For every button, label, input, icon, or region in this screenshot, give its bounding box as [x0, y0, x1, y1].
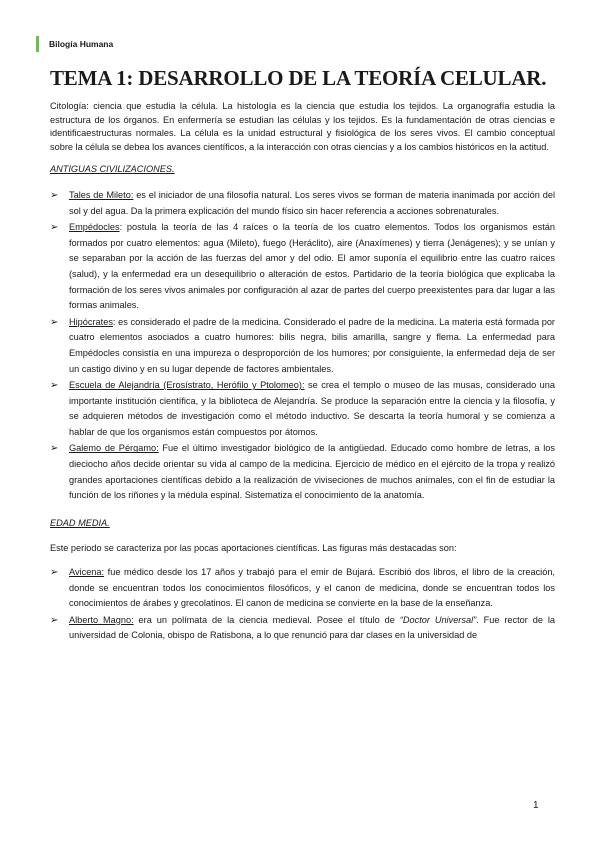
arrow-bullet-icon: ➢ [50, 614, 59, 626]
list-item [50, 613, 555, 644]
item-name: Avicena: [69, 567, 105, 578]
item-name: Galemo de Pérgamo: [69, 443, 159, 454]
document-header [36, 36, 113, 52]
section-heading-edad-media: EDAD MEDIA. [50, 517, 110, 528]
edad-media-intro: Este periodo se caracteriza por las pocas aportaciones científicas. Las figuras más destacadas son: [50, 543, 457, 554]
arrow-bullet-icon: ➢ [50, 316, 59, 328]
item-text: fue médico desde los 17 años y trabajó para el emir de Bujará. Escribió dos libros, el libro de la creación, donde se encuentran todos los conocimientos filosóficos, y el canon de medicina, donde se encuentran todos los conocimientos de árabes y grecolatinos. El canon de medicina se convierte en la base de la enseñanza. [69, 567, 555, 609]
item-name: Hipócrates [69, 316, 113, 327]
list-item [50, 565, 555, 612]
item-quote: “Doctor Universal” [399, 614, 477, 625]
edad-media-list [50, 565, 555, 644]
item-name: Alberto Magno: [69, 614, 134, 625]
item-text: : es considerado el padre de la medicina. Considerado el padre de la medicina. La materia está formada por cuatro elementos asociados a cuatro humores: bilis negra, bilis amarilla, sangre y flema. La enfermedad para Empédocles consistía en una impureza o desproporción de los humores; por consiguiente, la enfermedad deja de ser un castigo divino y en su lugar depende de factores ambientales. [69, 316, 555, 374]
arrow-bullet-icon: ➢ [50, 567, 59, 579]
list-item [50, 188, 555, 219]
arrow-bullet-icon: ➢ [50, 222, 59, 234]
list-item [50, 378, 555, 440]
section-heading-antiguas: ANTIGUAS CIVILIZACIONES. [50, 164, 175, 175]
item-name: Tales de Mileto: [69, 189, 134, 200]
item-name: Escuela de Alejandría (Erosístrato, Herófilo y Ptolomeo): [69, 380, 305, 391]
list-item [50, 315, 555, 377]
antiguas-list [50, 188, 555, 504]
item-text: es el iniciador de una filosofía natural. Los seres vivos se forman de materia inanimada por acción del sol y del agua. Da la primera explicación del mundo físico sin hacer referencia a acciones sobrenaturales. [69, 189, 555, 216]
page-title: TEMA 1: DESARROLLO DE LA TEORÍA CELULAR. [50, 66, 547, 90]
document-body [50, 100, 555, 656]
item-text: . Fue rector de la universidad de Colonia, obispo de Ratisbona, a lo que renunció para dar clases en la universidad de [69, 614, 555, 641]
item-text: : postula la teoría de las 4 raíces o la teoría de los cuatro elementos. Todos los organismos están formados por cuatro elementos: agua (Mileto), fuego (Heráclito), aire (Anaxímenes) y tierra (Jenágenes); y se unían y se separaban por la acción de las fuerzas del amor y del odio. El amor suponía el equilibrio entre las cuatro raíces (salud), y la enfermedad era un desequilibrio o alteración de estos. Partidario de la teoría biológica que explicaba la formación de los seres vivos animales por configuración al azar de partes del cuerpo preexistentes para dar lugar a las formas animales. [69, 222, 555, 311]
header-subject: Bilogía Humana [49, 39, 114, 49]
list-item [50, 441, 555, 503]
item-name: Empédocles [69, 222, 120, 233]
arrow-bullet-icon: ➢ [50, 380, 59, 392]
intro-paragraph: Citología: ciencia que estudia la célula. La histología es la ciencia que estudia los tejidos. La organografía estudia la estructura de los órganos. En enfermería se estudian las células y los tejidos. Es la fundamentación de otras ciencias e identificaestructuras normales. La célula es la unidad estructural y fisiológica de los seres vivos. El cambio conceptual sobre la célula se debea los avances científicos, a la interacción con otras ciencias y a los cambios históricos en la actitud. [50, 101, 555, 152]
item-text: era un polímata de la ciencia medieval. Posee el título de [133, 614, 400, 625]
page-number: 1 [533, 800, 539, 811]
list-item [50, 220, 555, 314]
arrow-bullet-icon: ➢ [50, 189, 59, 201]
item-text: Fue el último investigador biológico de la antigüedad. Educado como hombre de letras, a los dieciocho años decide orientar su vida al campo de la medicina. Ejercicio de médico en el ejército de la tropa y realizó grandes aportaciones científicas debido a la realización de viviseciones de muchos animales, con el fin de estudiar la función de los riñones y la médula espinal. Sistematiza el conocimiento de la anatomía. [69, 443, 555, 501]
arrow-bullet-icon: ➢ [50, 443, 59, 455]
item-text: se crea el templo o museo de las musas, considerado una importante institución científica, y la biblioteca de Alejandría. Se produce la separación entre la ciencia y la filosofía, y se adquieren métodos de investigación como el método inductivo. Se descarta la teoría humoral y se comienza a hablar de que los organismos están compuestos por átomos. [69, 380, 556, 437]
